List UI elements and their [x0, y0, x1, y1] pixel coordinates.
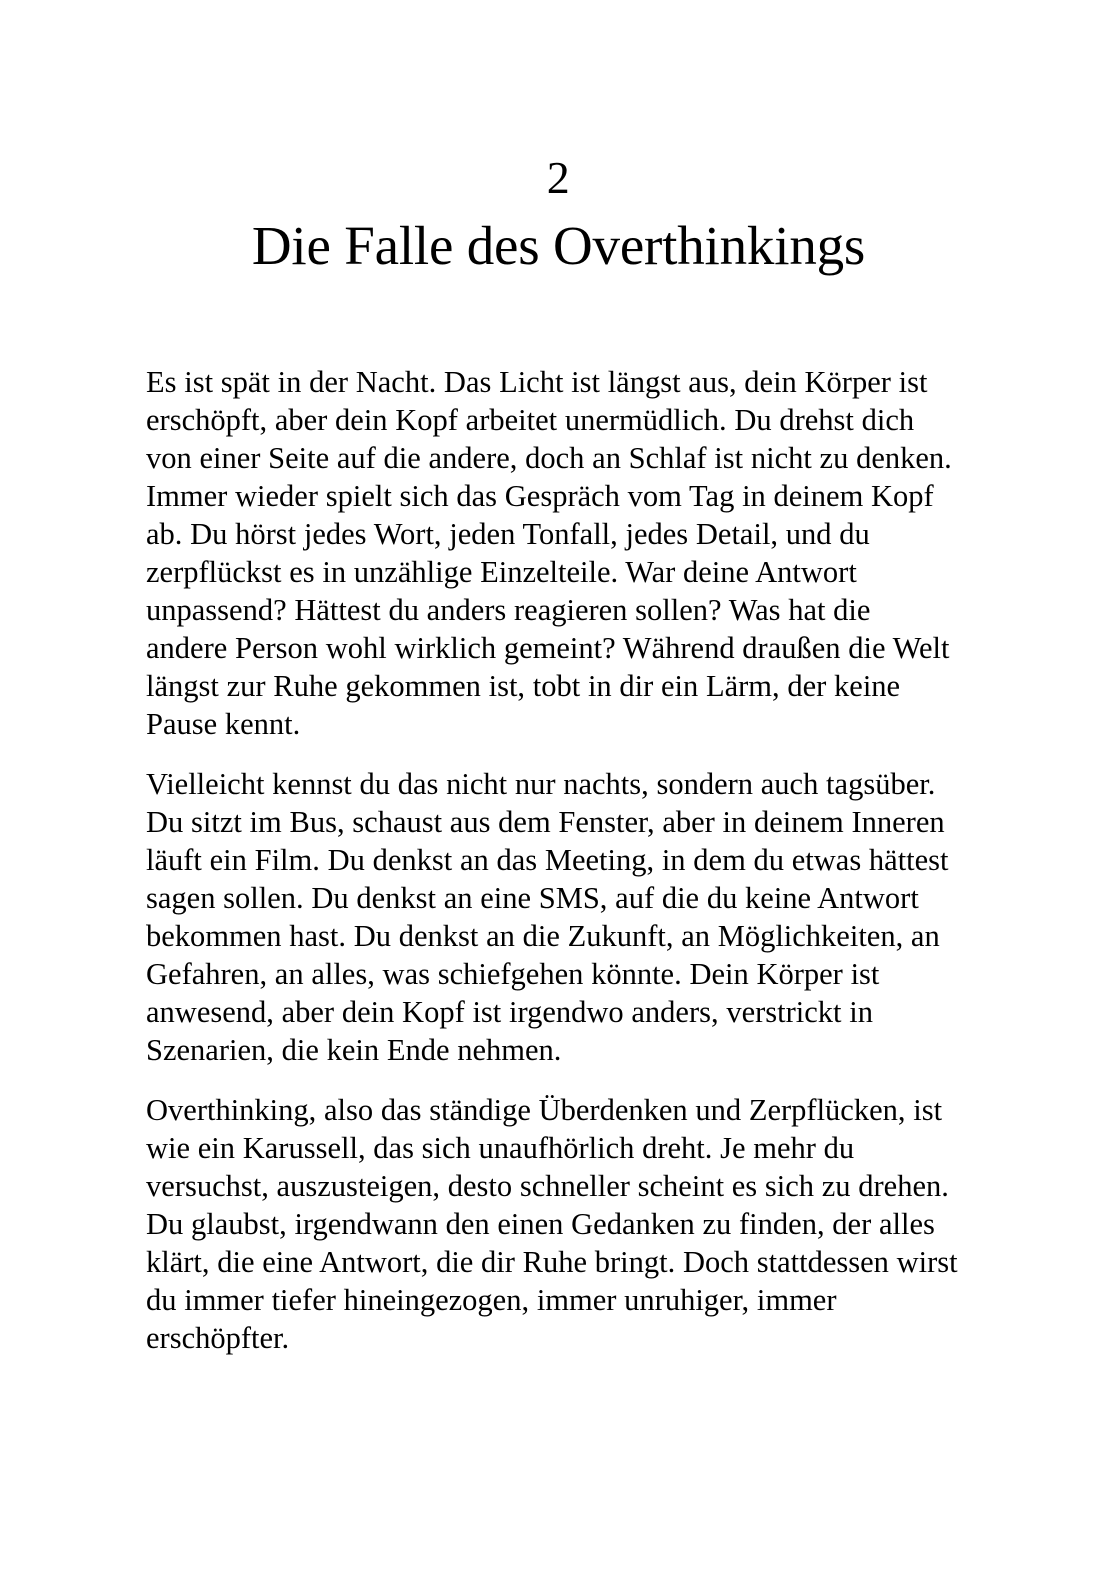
body-paragraph: Vielleicht kennst du das nicht nur nachts, sondern auch tagsüber. Du sitzt im Bus, schaust aus dem Fenster, aber in deinem Inneren läuft ein Film. Du denkst an das Meeting, in dem du etwas hättest sagen sollen. Du denkst an eine SMS, auf die du keine Antwort bekommen hast. Du denkst an die Zukunft, an Möglichkeiten, an Gefahren, an alles, was schiefgehen könnte. Dein Körper ist anwesend, aber dein Kopf ist irgendwo anders, verstrickt in Szenarien, die kein Ende nehmen.	[146, 766, 949, 1067]
body-paragraph: Es ist spät in der Nacht. Das Licht ist längst aus, dein Körper ist erschöpft, aber dein Kopf arbeitet unermüdlich. Du drehst dich von einer Seite auf die andere, doch an Schlaf ist nicht zu denken. Immer wieder spielt sich das Gespräch vom Tag in deinem Kopf ab. Du hörst jedes Wort, jeden Tonfall, jedes Detail, und du zerpflückst es in unzählige Einzelteile. War deine Antwort unpassend? Hättest du anders reagieren sollen? Was hat die andere Person wohl wirklich gemeint? Während draußen die Welt längst zur Ruhe gekommen ist, tobt in dir ein Lärm, der keine Pause kennt.	[146, 364, 952, 741]
chapter-header	[0, 0, 1117, 277]
chapter-number: 2	[546, 152, 571, 203]
body-text-block	[146, 363, 958, 1357]
body-paragraph: Overthinking, also das ständige Überdenken und Zerpflücken, ist wie ein Karussell, das sich unaufhörlich dreht. Je mehr du versuchst, auszusteigen, desto schneller scheint es sich zu drehen. Du glaubst, irgendwann den einen Gedanken zu finden, der alles klärt, die eine Antwort, die dir Ruhe bringt. Doch stattdessen wirst du immer tiefer hineingezogen, immer unruhiger, immer erschöpfter.	[146, 1092, 958, 1355]
chapter-title: Die Falle des Overthinkings	[251, 215, 866, 276]
